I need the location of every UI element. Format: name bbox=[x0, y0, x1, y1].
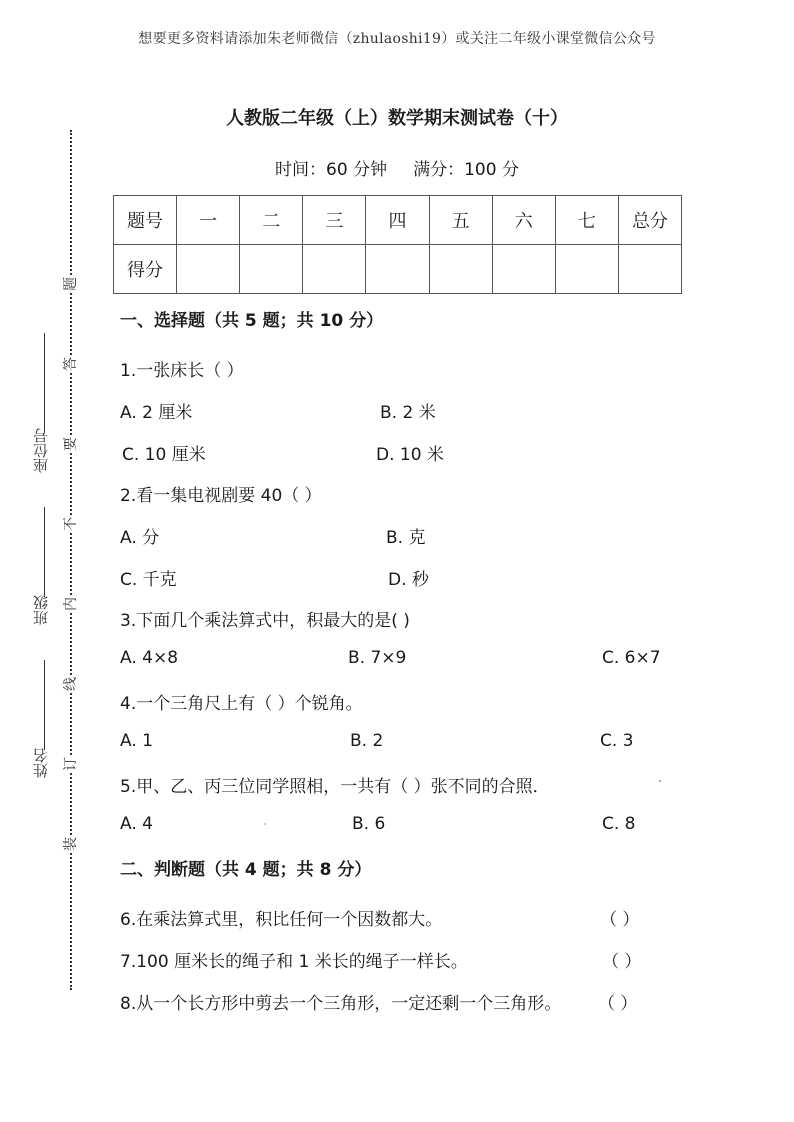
option-2b: B. 克 bbox=[386, 528, 426, 548]
question-1-stem: 1.一张床长（ ） bbox=[120, 361, 244, 381]
table-cell: 二 bbox=[240, 196, 303, 245]
table-row bbox=[114, 245, 682, 294]
binding-char: 订 bbox=[58, 757, 82, 771]
name-label: 姓名 bbox=[32, 748, 50, 778]
speck bbox=[659, 780, 661, 782]
full-score: 满分：100 分 bbox=[413, 160, 519, 180]
score-input-cell[interactable] bbox=[366, 245, 429, 294]
score-input-cell[interactable] bbox=[177, 245, 240, 294]
option-1c: C. 10 厘米 bbox=[122, 445, 206, 465]
option-2d: D. 秒 bbox=[388, 570, 429, 590]
speck bbox=[264, 823, 266, 825]
question-8-stem: 8.从一个长方形中剪去一个三角形，一定还剩一个三角形。 bbox=[120, 994, 562, 1014]
name-underline bbox=[44, 660, 45, 750]
table-cell: 六 bbox=[492, 196, 555, 245]
option-5b: B. 6 bbox=[352, 814, 386, 834]
score-input-cell[interactable] bbox=[492, 245, 555, 294]
class-label: 班级 bbox=[32, 595, 50, 625]
binding-char: 答 bbox=[58, 357, 82, 371]
seat-label: 座位号 bbox=[32, 428, 50, 473]
option-2a: A. 分 bbox=[120, 528, 160, 548]
table-cell: 五 bbox=[429, 196, 492, 245]
question-6-stem: 6.在乘法算式里，积比任何一个因数都大。 bbox=[120, 910, 443, 930]
table-cell: 得分 bbox=[114, 245, 177, 294]
question-7-answer-paren[interactable]: （ ） bbox=[602, 952, 642, 972]
score-input-cell[interactable] bbox=[429, 245, 492, 294]
table-cell: 三 bbox=[303, 196, 366, 245]
question-5-stem: 5.甲、乙、丙三位同学照相，一共有（ ）张不同的合照． bbox=[120, 777, 550, 797]
score-table bbox=[113, 195, 682, 294]
question-4-stem: 4.一个三角尺上有（ ）个锐角。 bbox=[120, 694, 363, 714]
option-4b: B. 2 bbox=[350, 731, 384, 751]
option-5a: A. 4 bbox=[120, 814, 153, 834]
class-underline bbox=[44, 507, 45, 597]
binding-char: 题 bbox=[58, 277, 82, 291]
table-cell: 题号 bbox=[114, 196, 177, 245]
time-limit: 时间：60 分钟 bbox=[275, 160, 388, 180]
binding-dotted-line bbox=[70, 130, 72, 990]
option-3c: C. 6×7 bbox=[602, 648, 661, 668]
binding-char: 要 bbox=[58, 437, 82, 451]
question-6-answer-paren[interactable]: （ ） bbox=[600, 910, 640, 930]
question-3-stem: 3.下面几个乘法算式中，积最大的是( ) bbox=[120, 611, 410, 631]
seat-underline bbox=[44, 333, 45, 433]
option-5c: C. 8 bbox=[602, 814, 636, 834]
binding-char: 装 bbox=[58, 837, 82, 851]
header-note: 想要更多资料请添加朱老师微信（zhulaoshi19）或关注二年级小课堂微信公众号 bbox=[138, 31, 656, 47]
question-2-stem: 2.看一集电视剧要 40（ ） bbox=[120, 486, 322, 506]
page-title: 人教版二年级（上）数学期末测试卷（十） bbox=[226, 108, 568, 129]
score-input-cell[interactable] bbox=[555, 245, 618, 294]
table-cell: 总分 bbox=[618, 196, 681, 245]
option-1d: D. 10 米 bbox=[376, 445, 444, 465]
question-8-answer-paren[interactable]: （ ） bbox=[598, 994, 638, 1014]
score-input-cell[interactable] bbox=[303, 245, 366, 294]
question-7-stem: 7.100 厘米长的绳子和 1 米长的绳子一样长。 bbox=[120, 952, 468, 972]
table-cell: 七 bbox=[555, 196, 618, 245]
option-1a: A. 2 厘米 bbox=[120, 403, 193, 423]
option-1b: B. 2 米 bbox=[380, 403, 436, 423]
binding-char: 内 bbox=[58, 597, 82, 611]
exam-meta bbox=[0, 155, 794, 180]
option-3a: A. 4×8 bbox=[120, 648, 179, 668]
binding-char: 不 bbox=[58, 517, 82, 531]
binding-char: 线 bbox=[58, 677, 82, 691]
section-1-heading: 一、选择题（共 5 题；共 10 分） bbox=[120, 311, 384, 331]
table-header-row bbox=[114, 196, 682, 245]
score-input-cell[interactable] bbox=[618, 245, 681, 294]
table-cell: 四 bbox=[366, 196, 429, 245]
table-cell: 一 bbox=[177, 196, 240, 245]
option-4c: C. 3 bbox=[600, 731, 634, 751]
option-2c: C. 千克 bbox=[120, 570, 177, 590]
section-2-heading: 二、判断题（共 4 题；共 8 分） bbox=[120, 860, 372, 880]
score-input-cell[interactable] bbox=[240, 245, 303, 294]
option-3b: B. 7×9 bbox=[348, 648, 407, 668]
option-4a: A. 1 bbox=[120, 731, 153, 751]
